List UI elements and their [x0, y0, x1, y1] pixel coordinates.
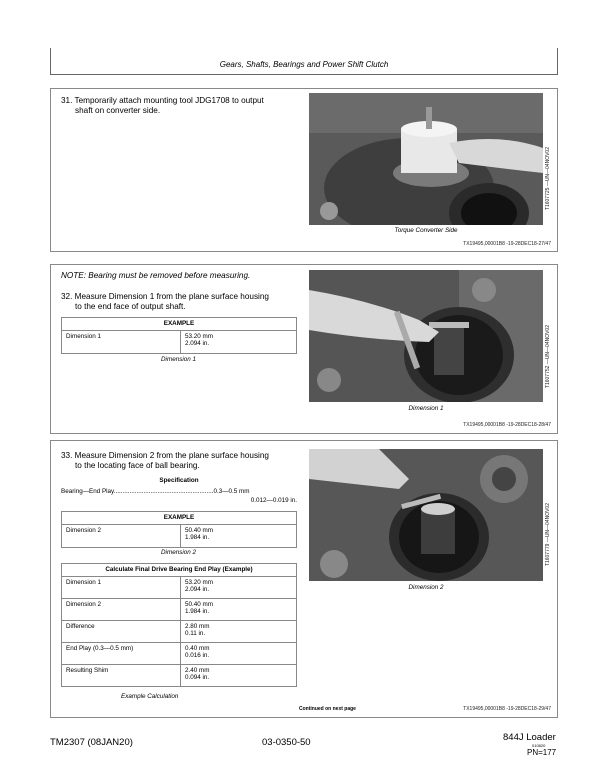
step-32-note: NOTE: Bearing must be removed before measuring.	[61, 271, 251, 280]
photo-dimension-2	[309, 449, 543, 581]
calc-row-value	[181, 576, 297, 598]
photo-dimension-1	[309, 270, 543, 402]
table-row-label: Dimension 1	[62, 330, 181, 353]
photo-33-code: T1607779 —UN—04NOV02	[545, 503, 551, 567]
value-mm: 50.40 mm	[185, 526, 213, 534]
step-31-box	[50, 88, 558, 252]
example-table-dim2	[61, 511, 297, 548]
photo-31-code: T1607725 —UN—04NOV02	[545, 147, 551, 211]
value-in: 2.094 in.	[185, 340, 210, 347]
value-in: 2.094 in.	[185, 586, 210, 593]
table-32-caption: Dimension 1	[161, 356, 196, 363]
example-table-dim1	[61, 317, 297, 354]
step-33-ref: TX19495,00001B8 -19-28DEC18-29/47	[463, 706, 551, 712]
calc-row-label: Dimension 2	[62, 598, 181, 620]
step-33-line1: 33. Measure Dimension 2 from the plane surface housing	[61, 451, 269, 460]
spec-title: Specification	[159, 477, 199, 484]
value-mm: 53.20 mm	[185, 578, 213, 586]
footer-pn: PN=177	[527, 748, 557, 757]
table-header: EXAMPLE	[62, 512, 297, 525]
continued-note: Continued on next page	[299, 706, 356, 712]
calc-row-label: Resulting Shim	[62, 664, 181, 686]
step-32-ref: TX19495,00001B8 -19-28DEC18-28/47	[463, 422, 551, 428]
value-mm: 0.40 mm	[185, 644, 210, 652]
footer-page: 03-0350-50	[262, 737, 311, 748]
photo-32-code: T1607752 —UN—04NOV02	[545, 325, 551, 389]
calc-row-label: End Play (0.3—0.5 mm)	[62, 642, 181, 664]
calc-row-label: Dimension 1	[62, 576, 181, 598]
value-in: 1.984 in.	[185, 608, 210, 615]
value-mm: 2.40 mm	[185, 666, 210, 674]
step-32-box	[50, 264, 558, 434]
value-in: 0.094 in.	[185, 674, 210, 681]
calc-row-value	[181, 664, 297, 686]
calc-row-value	[181, 620, 297, 642]
step-32-line2: to the end face of output shaft.	[75, 302, 186, 311]
photo-illustration	[309, 449, 543, 581]
table-33-caption: Dimension 2	[161, 549, 196, 556]
footer-manual: TM2307 (08JAN20)	[50, 737, 133, 748]
value-mm: 2.80 mm	[185, 622, 210, 630]
step-31-line2: shaft on converter side.	[75, 106, 161, 115]
step-33-line2: to the locating face of ball bearing.	[75, 461, 200, 470]
value-in: 1.984 in.	[185, 534, 210, 541]
value-in: 0.11 in.	[185, 630, 206, 637]
table-header: EXAMPLE	[62, 318, 297, 331]
step-31-ref: TX19495,00001B8 -19-28DEC18-27/47	[463, 241, 551, 247]
photo-torque-converter-side	[309, 93, 543, 225]
step-33-box	[50, 440, 558, 718]
calc-table	[61, 563, 297, 687]
table-row-value	[181, 524, 297, 547]
calc-caption: Example Calculation	[121, 693, 179, 700]
calc-row-label: Difference	[62, 620, 181, 642]
value-mm: 50.40 mm	[185, 600, 213, 608]
footer-small-code: 010820	[532, 743, 546, 748]
value-in: 0.016 in.	[185, 652, 210, 659]
spec-line: Bearing—End Play.........................................................0.3—0.5 mm	[61, 488, 250, 495]
value-mm: 53.20 mm	[185, 332, 213, 340]
table-row-value	[181, 330, 297, 353]
photo-illustration	[309, 93, 543, 225]
photo-31-caption: Torque Converter Side	[394, 227, 458, 234]
table-row-label: Dimension 2	[62, 524, 181, 547]
section-title: Gears, Shafts, Bearings and Power Shift Clutch	[219, 60, 389, 69]
photo-33-caption: Dimension 2	[408, 584, 444, 591]
step-31-line1: 31. Temporarily attach mounting tool JDG1708 to output	[61, 96, 264, 105]
page-header	[50, 48, 558, 75]
calc-table-header: Calculate Final Drive Bearing End Play (Example)	[62, 564, 297, 577]
calc-row-value	[181, 642, 297, 664]
photo-32-caption: Dimension 1	[408, 405, 444, 412]
step-32-line1: 32. Measure Dimension 1 from the plane surface housing	[61, 292, 269, 301]
photo-illustration	[309, 270, 543, 402]
footer-model: 844J Loader	[503, 732, 556, 743]
calc-row-value	[181, 598, 297, 620]
spec-in: 0.012—0.019 in.	[250, 497, 297, 504]
